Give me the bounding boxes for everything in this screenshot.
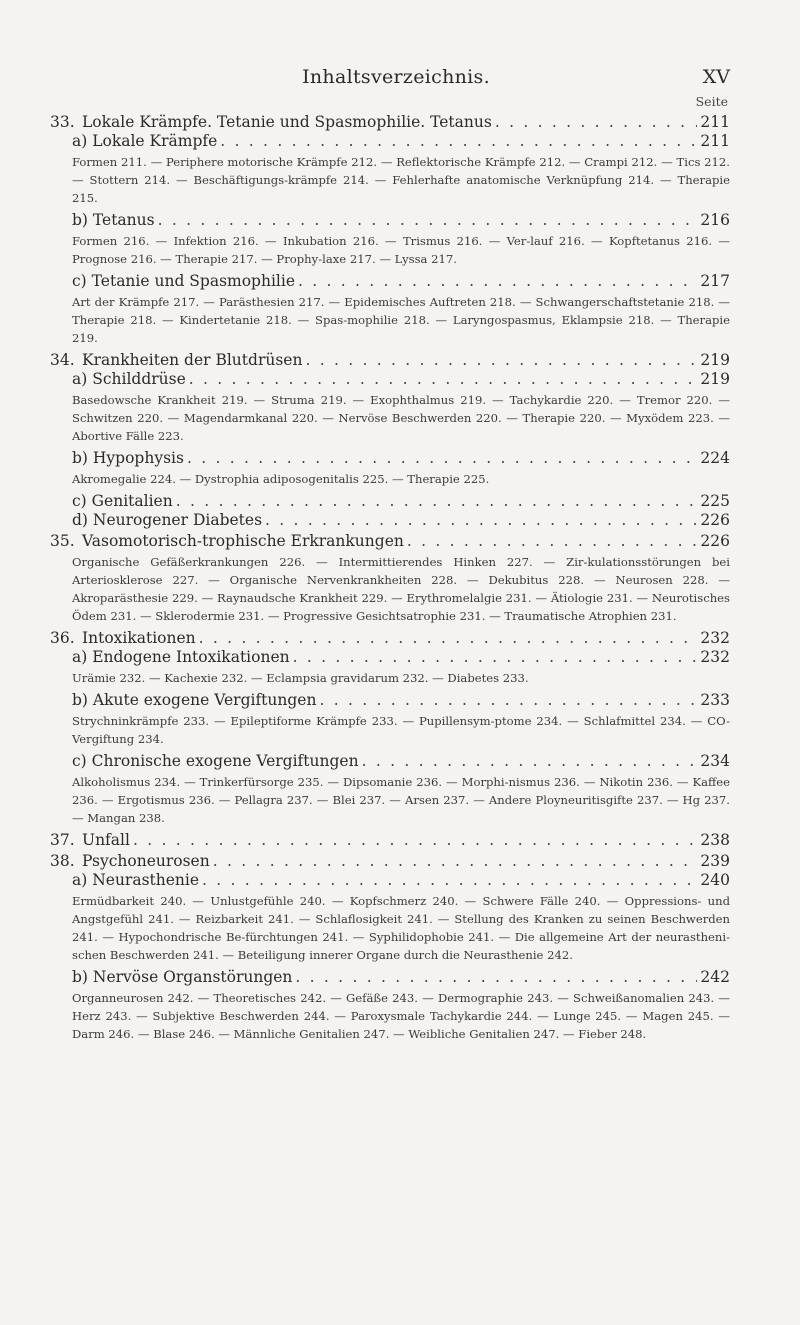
entry-title: a) Neurasthenie	[72, 871, 200, 889]
entry-page-number: 238	[700, 831, 730, 849]
entry-title: c) Tetanie und Spasmophilie	[72, 272, 296, 290]
entry-page-number: 216	[700, 211, 730, 229]
entry-title: c) Chronische exogene Vergiftungen	[72, 752, 359, 770]
entry-title: Krankheiten der Blutdrüsen	[82, 351, 303, 369]
entry-page-number: 232	[700, 629, 730, 647]
page-number: XV	[702, 66, 730, 88]
toc-chapter-entry[interactable]	[50, 629, 730, 647]
toc-section-entry[interactable]	[50, 968, 730, 986]
entry-title: d) Neurogener Diabetes	[72, 511, 263, 529]
toc-section-entry[interactable]	[50, 492, 730, 510]
toc-chapter-entry[interactable]	[50, 831, 730, 849]
entry-title: a) Endogene Intoxikationen	[72, 648, 290, 666]
toc-section-entry[interactable]	[50, 370, 730, 388]
dot-leader	[265, 511, 697, 529]
running-title: Inhaltsverzeichnis.	[302, 66, 490, 88]
entry-title: a) Lokale Krämpfe	[72, 132, 218, 150]
toc-description: Urämie 232. — Kachexie 232. — Eclampsia gravidarum 232. — Diabetes 233.	[72, 671, 529, 685]
toc-section-entry[interactable]	[50, 648, 730, 666]
entry-page-number: 242	[700, 968, 730, 986]
dot-leader	[407, 532, 698, 550]
dot-leader	[319, 691, 697, 709]
entry-title: b) Nervöse Organstörungen	[72, 968, 293, 986]
toc-description: Formen 216. — Infektion 216. — Inkubation 216. — Trismus 216. — Ver-lauf 216. — Kopftetanus 216. — Prognose 216. — Therapie 217. — Prophy-laxe 217. — Lyssa 217.	[72, 234, 730, 266]
chapter-number: 36.	[50, 629, 75, 647]
toc-description: Formen 211. — Periphere motorische Krämpfe 212. — Reflektorische Krämpfe 212. — Crampi 212. — Tics 212. — Stottern 214. — Beschäftigungs-krämpfe 214. — Fehlerhafte anatomische Verknüpfung 214. — Therapie 215.	[72, 155, 730, 205]
dot-leader	[293, 648, 698, 666]
entry-page-number: 211	[700, 113, 730, 131]
chapter-number: 35.	[50, 532, 75, 550]
toc-description: Akromegalie 224. — Dystrophia adiposogenitalis 225. — Therapie 225.	[72, 472, 490, 486]
chapter-number: 37.	[50, 831, 75, 849]
chapter-number: 34.	[50, 351, 75, 369]
toc-chapter-entry[interactable]	[50, 351, 730, 369]
table-of-contents	[50, 110, 730, 1047]
entry-page-number: 224	[700, 449, 730, 467]
dot-leader	[213, 852, 698, 870]
dot-leader	[298, 272, 697, 290]
entry-page-number: 239	[700, 852, 730, 870]
toc-section-entry[interactable]	[50, 691, 730, 709]
entry-page-number: 211	[700, 132, 730, 150]
toc-description: Strychninkrämpfe 233. — Epileptiforme Krämpfe 233. — Pupillensym-ptome 234. — Schlafmittel 234. — CO-Vergiftung 234.	[72, 714, 730, 746]
entry-page-number: 226	[700, 532, 730, 550]
entry-page-number: 232	[700, 648, 730, 666]
entry-page-number: 240	[700, 871, 730, 889]
entry-page-number: 234	[700, 752, 730, 770]
chapter-number: 38.	[50, 852, 75, 870]
entry-title: Vasomotorisch-trophische Erkrankungen	[82, 532, 404, 550]
dot-leader	[295, 968, 697, 986]
toc-section-entry[interactable]	[50, 132, 730, 150]
toc-chapter-entry[interactable]	[50, 532, 730, 550]
toc-section-entry[interactable]	[50, 211, 730, 229]
entry-page-number: 219	[700, 370, 730, 388]
entry-page-number: 225	[700, 492, 730, 510]
toc-description: Art der Krämpfe 217. — Parästhesien 217. — Epidemisches Auftreten 218. — Schwangerschaftstetanie 218. — Therapie 218. — Kindertetanie 218. — Spas-mophilie 218. — Laryngospasmus, Eklampsie 218. — Therapie 219.	[72, 295, 730, 345]
dot-leader	[199, 629, 698, 647]
entry-title: b) Hypophysis	[72, 449, 184, 467]
toc-section-entry[interactable]	[50, 511, 730, 529]
entry-title: Psychoneurosen	[82, 852, 210, 870]
dot-leader	[202, 871, 697, 889]
toc-section-entry[interactable]	[50, 752, 730, 770]
dot-leader	[133, 831, 697, 849]
toc-chapter-entry[interactable]	[50, 852, 730, 870]
entry-title: c) Genitalien	[72, 492, 173, 510]
chapter-number: 33.	[50, 113, 75, 131]
dot-leader	[305, 351, 697, 369]
entry-title: a) Schilddrüse	[72, 370, 186, 388]
toc-section-entry[interactable]	[50, 871, 730, 889]
toc-section-entry[interactable]	[50, 449, 730, 467]
entry-page-number: 219	[700, 351, 730, 369]
toc-description: Basedowsche Krankheit 219. — Struma 219. — Exophthalmus 219. — Tachykardie 220. — Tremor 220. — Schwitzen 220. — Magendarmkanal 220. — Nervöse Beschwerden 220. — Therapie 220. — Myxödem 223. — Abortive Fälle 223.	[72, 393, 730, 443]
toc-description: Organische Gefäßerkrankungen 226. — Intermittierendes Hinken 227. — Zir-kulationsstörungen bei Arteriosklerose 227. — Organische Nervenkrankheiten 228. — Dekubitus 228. — Neurosen 228. — Akroparästhesie 229. — Raynaudsche Krankheit 229. — Erythromelalgie 231. — Ätiologie 231. — Neurotisches Ödem 231. — Sklerodermie 231. — Progressive Gesichtsatrophie 231. — Traumatische Atrophien 231.	[72, 555, 730, 623]
toc-description: Alkoholismus 234. — Trinkerfürsorge 235. — Dipsomanie 236. — Morphi-nismus 236. — Nikotin 236. — Kaffee 236. — Ergotismus 236. — Pellagra 237. — Blei 237. — Arsen 237. — Andere Ployneuritisgifte 237. — Hg 237. — Mangan 238.	[72, 775, 730, 825]
toc-description: Ermüdbarkeit 240. — Unlustgefühle 240. — Kopfschmerz 240. — Schwere Fälle 240. — Oppressions- und Angstgefühl 241. — Reizbarkeit 241. — Schlaflosigkeit 241. — Stellung des Kranken zu seinen Beschwerden 241. — Hypochondrische Be-fürchtungen 241. — Syphilidophobie 241. — Die allgemeine Art der neurastheni-schen Beschwerden 241. — Beteiligung innerer Organe durch die Neurasthenie 242.	[72, 894, 730, 962]
toc-description: Organneurosen 242. — Theoretisches 242. — Gefäße 243. — Dermographie 243. — Schweißanomalien 243. — Herz 243. — Subjektive Beschwerden 244. — Paroxysmale Tachykardie 244. — Lunge 245. — Magen 245. — Darm 246. — Blase 246. — Männliche Genitalien 247. — Weibliche Genitalien 247. — Fieber 248.	[72, 991, 730, 1041]
page-header	[62, 66, 730, 92]
entry-page-number: 226	[700, 511, 730, 529]
entry-title: Unfall	[82, 831, 130, 849]
entry-title: Intoxikationen	[82, 629, 196, 647]
dot-leader	[187, 449, 697, 467]
dot-leader	[189, 370, 698, 388]
entry-title: Lokale Krämpfe. Tetanie und Spasmophilie. Tetanus	[82, 113, 492, 131]
entry-page-number: 233	[700, 691, 730, 709]
dot-leader	[176, 492, 698, 510]
toc-section-entry[interactable]	[50, 272, 730, 290]
dot-leader	[220, 132, 697, 150]
dot-leader	[362, 752, 698, 770]
entry-title: b) Akute exogene Vergiftungen	[72, 691, 317, 709]
dot-leader	[495, 113, 698, 131]
entry-page-number: 217	[700, 272, 730, 290]
seite-column-label: Seite	[695, 94, 728, 109]
entry-title: b) Tetanus	[72, 211, 155, 229]
toc-chapter-entry[interactable]	[50, 113, 730, 131]
dot-leader	[158, 211, 698, 229]
